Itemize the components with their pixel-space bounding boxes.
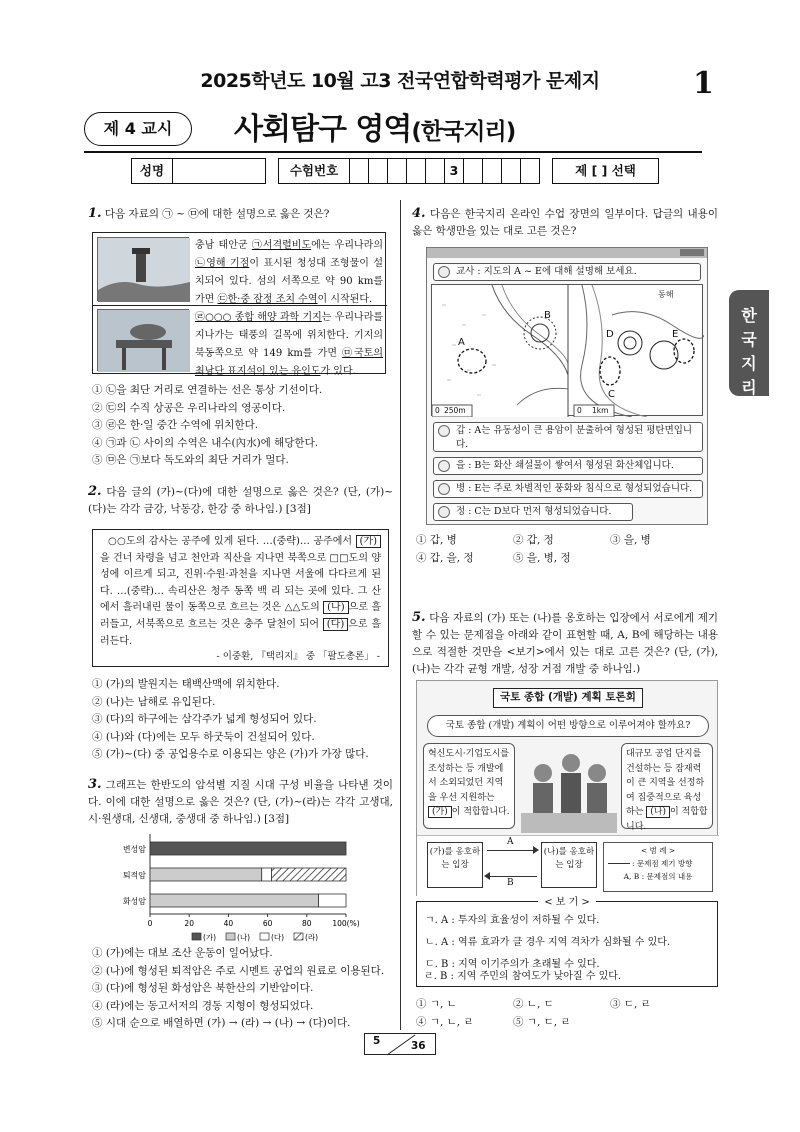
choice-3[interactable]: ③ ㄷ, ㄹ [610, 998, 651, 1010]
choice-5[interactable]: ⑤ ㄱ, ㄷ, ㄹ [513, 1015, 571, 1028]
diagram-legend: < 범 례 > : 문제점 제기 방향 A, B : 문제점의 내용 [603, 842, 713, 892]
student-avatar-icon [438, 425, 450, 437]
bogi-title: < 보 기 > [538, 897, 596, 908]
page-number: 1 [693, 66, 714, 101]
info-table [131, 158, 659, 184]
legend-swatch [192, 933, 201, 940]
legend-swatch [260, 933, 269, 940]
q5-choices [416, 996, 716, 1031]
q1-source-box [92, 232, 386, 377]
diagram-area [417, 835, 719, 897]
debaters-illustration [521, 743, 617, 833]
choice-2[interactable]: ② (나)에 형성된 퇴적암은 주로 시멘트 공업의 원료로 이용된다. [92, 964, 385, 977]
choice-1[interactable]: ① (가)에는 대보 조산 운동이 일어났다. [92, 947, 273, 959]
q3-chart [110, 834, 370, 944]
question-2 [88, 483, 393, 518]
question-1 [88, 205, 388, 223]
arrow-b-line [487, 876, 537, 877]
legend-swatch [294, 933, 303, 940]
q3-choices [92, 945, 384, 1033]
question-stem: 다음 자료의 ㉠ ~ ㉤에 대한 설명으로 옳은 것은? [104, 208, 330, 220]
choice-3[interactable]: ③ ㉣은 한·일 중간 수역에 위치한다. [92, 419, 259, 431]
bar-segment [150, 894, 319, 907]
legend-label: (나) [237, 933, 251, 942]
rock-composition-chart [110, 834, 370, 944]
legend-label: (다) [271, 933, 285, 942]
arrow-a-label: A [507, 837, 514, 847]
question-stem: 다음 글의 (가)~(다)에 대한 설명으로 옳은 것은? (단, (가)~(다)는 각각 금강, 낙동강, 한강 중 하나임.) [3점] [88, 486, 394, 515]
x-tick-label: 100(%) [332, 919, 360, 928]
exam-number-cell[interactable] [369, 158, 388, 184]
question-stem: 다음은 한국지리 온라인 수업 장면의 일부이다. 답글의 내용이 옳은 학생만을 있는 대로 고른 것은? [412, 208, 718, 237]
name-label: 성명 [131, 158, 173, 184]
choice-3[interactable]: ③ (다)에 형성된 화성암은 북한산의 기반암이다. [92, 982, 314, 994]
q2-choices [92, 676, 369, 764]
choice-5[interactable]: ⑤ 을, 병, 정 [513, 551, 571, 564]
choice-4[interactable]: ④ ㄱ, ㄴ, ㄹ [416, 1015, 474, 1028]
bogi-item: ㄱ. A : 투자의 효율성이 저하될 수 있다. [425, 915, 600, 926]
question-stem: 그래프는 한반도의 암석별 지질 시대 구성 비율을 나타낸 것이다. 이에 대한 설명으로 옳은 것은? (단, (가)~(라)는 각각 고생대, 시·원생대, 신생대, 중생대 중 하나임.) [3점] [88, 779, 394, 825]
map-scale-zero-2: 0 [577, 406, 582, 415]
window-titlebar [427, 248, 707, 258]
bogi-item: ㄷ. B : 지역 이기주의가 초래될 수 있다. [425, 959, 600, 970]
bar-segment [262, 868, 272, 881]
forum-illustration [416, 680, 718, 896]
contour-map-image [432, 285, 704, 417]
right-speech-bubble: 대규모 공업 단지를 건설하는 등 잠재력이 큰 지역을 선정하여 집중적으로 육성하는 (나) 이 적합합니다. [621, 743, 713, 829]
x-tick-label: 80 [302, 919, 312, 928]
legend-label: (가) [203, 933, 217, 942]
teacher-message: 교사 : 지도의 A ~ E에 대해 설명해 보세요. [433, 263, 701, 281]
choice-3[interactable]: ③ 을, 병 [610, 534, 651, 546]
box-na-advocate: (나)를 옹호하는 입장 [541, 842, 597, 888]
question-number: 4. [412, 206, 426, 221]
x-tick-label: 40 [223, 919, 234, 928]
choice-5[interactable]: ⑤ 시대 순으로 배열하면 (가) → (라) → (나) → (다)이다. [92, 1017, 351, 1029]
teacher-avatar-icon [438, 266, 450, 278]
online-class-window [426, 247, 708, 525]
choice-5[interactable]: ⑤ ㉤은 ㉠보다 독도와의 최단 거리가 멀다. [92, 454, 289, 466]
arrow-a-head-icon [533, 846, 539, 854]
box-ga-advocate: (가)를 옹호하는 입장 [427, 842, 483, 888]
category-label: 변성암 [122, 845, 146, 854]
q2-passage: ○○도의 감사는 공주에 있게 된다. …(중략)… 공주에서 (가)을 건너 차령을 넘고 천안과 직산을 지나면 북쪽으로 □□도의 양성에 이르게 되고, 진위·수원·과천을 지나면 서울에 다다르게 된다. …(중략)… 속리산은 청주 동쪽 백 리 되는 곳에 있다. 그 산에서 흘러내린 물이 동쪽으로 흐르는 것은 △△도의 (나) 으로 흘러들고, 서북쪽으로 흐르는 것은 충주 달천이 되어 (다) 으로 흘러든다. [100, 536, 381, 647]
choice-1[interactable]: ① 갑, 병 [416, 534, 457, 546]
bar-segment [150, 842, 346, 855]
footer-page: 5 [373, 1035, 381, 1047]
page-footer-box [364, 1033, 436, 1055]
choice-4[interactable]: ④ (라)에는 동고서저의 경동 지형이 형성되었다. [92, 999, 314, 1012]
side-tab-label: 한국지리 [741, 306, 757, 397]
exam-number-cell[interactable] [502, 158, 521, 184]
x-tick-label: 60 [262, 919, 273, 928]
bar-segment [272, 868, 346, 881]
arrow-a-line [487, 850, 537, 851]
choice-4[interactable]: ④ 갑, 을, 정 [416, 551, 474, 564]
choice-4[interactable]: ④ (나)와 (다)에는 모두 하굿둑이 건설되어 있다. [92, 730, 315, 743]
exam-number-cell[interactable] [464, 158, 483, 184]
selection-label: 제 [ ] 선택 [552, 158, 659, 184]
column-divider [400, 200, 401, 1030]
student-reply-jeong: 정 : C는 D보다 먼저 형성되었습니다. [433, 503, 633, 521]
legend-label: (라) [305, 933, 319, 942]
question-stem: 다음 자료의 (가) 또는 (나)를 옹호하는 입장에서 서로에게 제기할 수 있는 문제점을 아래와 같이 표현할 때, A, B에 해당하는 내용으로 적절한 것만을 <보기>에서 있는 대로 고른 것은? (단, (가), (나)는 각각 균형 개발, 성장 거점 개발 중 하나임.) [412, 612, 718, 675]
legend-arrow-icon [608, 863, 630, 864]
choice-2[interactable]: ② 갑, 정 [513, 534, 554, 546]
map-label-d: D [606, 329, 614, 340]
map-scale-zero-1: 0 [435, 406, 440, 415]
exam-number-cell[interactable] [521, 158, 540, 184]
map-label-b: B [544, 310, 551, 321]
choice-1[interactable]: ① ㄱ, ㄴ [416, 998, 457, 1010]
q4-choices [416, 532, 706, 567]
student-reply-byeong: 병 : E는 주로 차별적인 풍화와 침식으로 형성되었습니다. [433, 480, 703, 498]
category-label: 화성암 [122, 897, 146, 906]
student-avatar-icon [438, 506, 450, 518]
exam-number-digit: 3 [445, 158, 464, 184]
choice-1[interactable]: ① (가)의 발원지는 태백산맥에 위치한다. [92, 678, 280, 690]
title-rule [84, 151, 702, 153]
q1-paragraph-1: 충남 태안군 ㉠서격렬비도에는 우리나라의 ㉡영해 기점이 표시된 청성대 조형물이 설치되어 있다. 섬의 서쪽으로 약 90 km를 가면 ㉢한·중 잠정 조치 수역이 시작된다. [195, 240, 383, 305]
exam-title: 2025학년도 10월 고3 전국연합학력평가 문제지 [200, 70, 600, 92]
island-monument-photo [97, 237, 189, 301]
q2-source: - 이중환, 『택리지』 중 「팔도총론」 - [216, 651, 380, 662]
choice-2[interactable]: ② (나)는 남해로 유입된다. [92, 695, 216, 708]
x-tick-label: 0 [147, 919, 153, 928]
exam-number-label: 수험번호 [278, 158, 350, 184]
left-speech-bubble: 혁신도시·기업도시를 조성하는 등 개발에서 소외되었던 지역을 우선 지원하는 (가) 이 적합합니다. [423, 743, 515, 829]
subject-title [234, 104, 515, 148]
map-label-sea: 동해 [658, 290, 674, 299]
footer-total: 36 [411, 1040, 426, 1052]
question-5 [412, 609, 718, 678]
forum-title: 국토 종합 (개발) 계획 토론회 [493, 688, 643, 708]
legend-swatch [226, 933, 235, 940]
student-avatar-icon [438, 483, 450, 495]
question-3 [88, 776, 393, 828]
student-avatar-icon [438, 460, 450, 472]
exam-number-cell[interactable] [426, 158, 445, 184]
exam-number-cell[interactable] [388, 158, 407, 184]
subject-side-tab [729, 290, 769, 396]
choice-2[interactable]: ② ㉢의 수직 상공은 우리나라의 영공이다. [92, 401, 286, 414]
period-badge: 제 4 교시 [84, 112, 192, 146]
question-number: 2. [88, 484, 102, 499]
choice-4[interactable]: ④ ㉠과 ㉡ 사이의 수역은 내수(內水)에 해당한다. [92, 436, 319, 449]
question-number: 5. [412, 610, 426, 625]
question-number: 3. [88, 777, 102, 792]
question-4 [412, 205, 718, 240]
choice-2[interactable]: ② ㄴ, ㄷ [513, 998, 554, 1010]
exam-number-cell[interactable] [407, 158, 426, 184]
moderator-question-bubble: 국토 종합 (개발) 계획이 어떤 방향으로 이루어져야 할까요? [427, 715, 709, 737]
q2-passage-box [92, 529, 389, 667]
q1-paragraph-2: ㉣○○○ 종합 해양 과학 기지는 우리나라를 지나가는 태풍의 길목에 위치한다. 기지의 북동쪽으로 약 149 km를 가면 ㉤국토의 최남단 표지석이 있는 유인도가 있다. [195, 312, 384, 377]
subject-main: 사회탐구 영역 [234, 112, 412, 147]
name-field[interactable] [173, 158, 266, 184]
map-scale-2: 1km [592, 406, 609, 415]
exam-number-cell[interactable] [350, 158, 369, 184]
map-scale-1: 250m [444, 406, 466, 415]
bogi-item-last: ㄹ. B : 지역 주민의 참여도가 낮아질 수 있다. [424, 971, 622, 982]
student-reply-gap: 갑 : A는 유동성이 큰 용암이 분출하여 형성된 평탄면입니다. [433, 422, 703, 452]
bar-segment [319, 894, 346, 907]
window-controls-icon[interactable] [680, 249, 704, 256]
category-label: 퇴적암 [122, 871, 146, 880]
bar-segment [150, 868, 262, 881]
map-label-c: C [608, 389, 615, 400]
bogi-item: ㄴ. A : 역류 효과가 클 경우 지역 격차가 심화될 수 있다. [425, 937, 671, 948]
choice-3[interactable]: ③ (다)의 하구에는 삼각주가 넓게 형성되어 있다. [92, 713, 317, 725]
map-label-a: A [458, 337, 465, 348]
subject-sub: (한국지리) [411, 119, 516, 145]
topographic-maps [431, 284, 703, 416]
choice-1[interactable]: ① ㉡을 최단 거리로 연결하는 선은 통상 기선이다. [92, 384, 323, 396]
map-label-e: E [672, 329, 679, 340]
ocean-research-station-photo [97, 309, 189, 371]
arrow-b-label: B [507, 878, 514, 888]
arrow-b-head-icon [484, 872, 490, 880]
exam-number-cell[interactable] [483, 158, 502, 184]
x-tick-label: 20 [184, 919, 194, 928]
q1-choices [92, 382, 322, 470]
student-reply-eul: 을 : B는 화산 쇄설물이 쌓여서 형성된 화산체입니다. [433, 457, 703, 475]
choice-5[interactable]: ⑤ (가)~(다) 중 공업용수로 이용되는 양은 (가)가 가장 많다. [92, 748, 369, 760]
question-number: 1. [88, 206, 102, 221]
